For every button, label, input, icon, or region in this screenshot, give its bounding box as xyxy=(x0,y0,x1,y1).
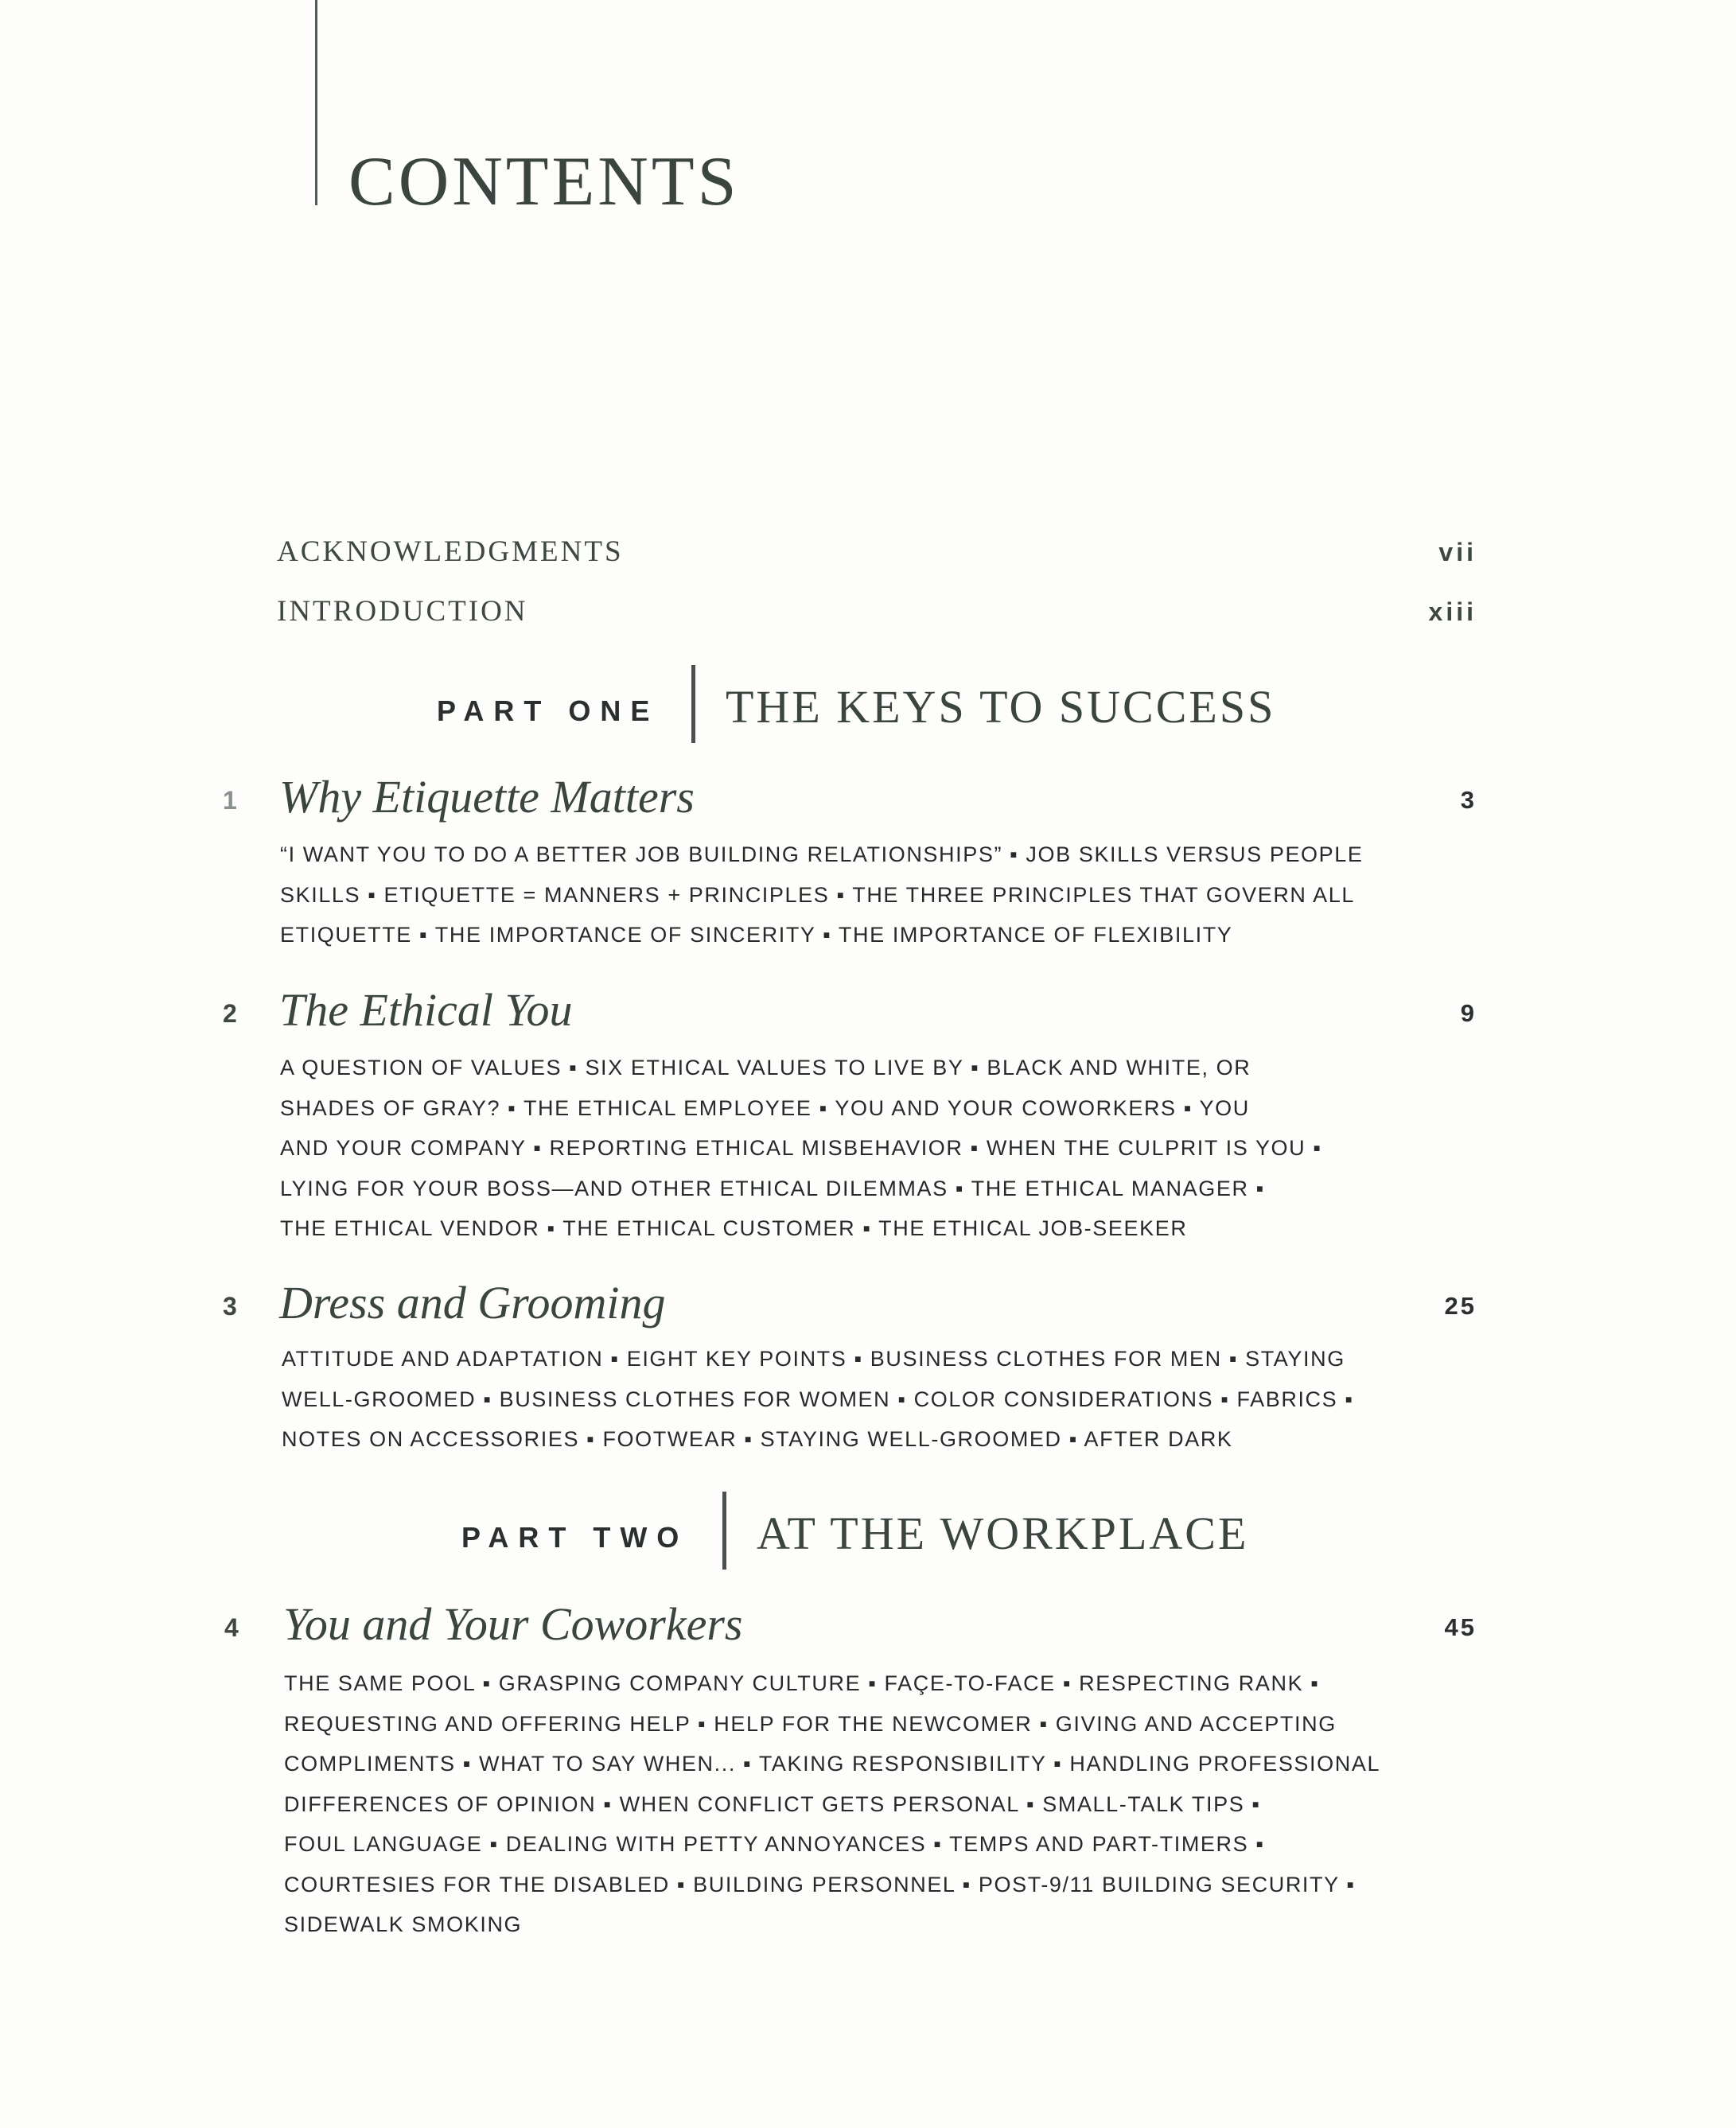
topic-line: ATTITUDE AND ADAPTATION ▪ EIGHT KEY POINTS ▪ BUSINESS CLOTHES FOR MEN ▪ STAYING xyxy=(282,1347,1345,1371)
topic-line: SKILLS ▪ ETIQUETTE = MANNERS + PRINCIPLES ▪ THE THREE PRINCIPLES THAT GOVERN ALL xyxy=(280,882,1355,907)
chapter-number: 3 xyxy=(223,1292,237,1321)
topic-line: FOUL LANGUAGE ▪ DEALING WITH PETTY ANNOYANCES ▪ TEMPS AND PART-TIMERS ▪ xyxy=(284,1832,1265,1856)
topic-line: WELL-GROOMED ▪ BUSINESS CLOTHES FOR WOMEN ▪ COLOR CONSIDERATIONS ▪ FABRICS ▪ xyxy=(282,1387,1354,1411)
topic-line: THE ETHICAL VENDOR ▪ THE ETHICAL CUSTOMER ▪ THE ETHICAL JOB-SEEKER xyxy=(280,1216,1188,1240)
topic-line: REQUESTING AND OFFERING HELP ▪ HELP FOR THE NEWCOMER ▪ GIVING AND ACCEPTING xyxy=(284,1711,1337,1736)
chapter-topics xyxy=(280,1048,1322,1249)
topic-line: AND YOUR COMPANY ▪ REPORTING ETHICAL MISBEHAVIOR ▪ WHEN THE CULPRIT IS YOU ▪ xyxy=(280,1136,1322,1160)
chapter-page: 25 xyxy=(1444,1292,1477,1320)
chapter-number: 4 xyxy=(224,1613,239,1642)
chapter-topics xyxy=(280,834,1364,955)
topic-line: SHADES OF GRAY? ▪ THE ETHICAL EMPLOYEE ▪ YOU AND YOUR COWORKERS ▪ YOU xyxy=(280,1095,1250,1120)
chapter-page: 45 xyxy=(1444,1613,1477,1641)
topic-line: COMPLIMENTS ▪ WHAT TO SAY WHEN... ▪ TAKING RESPONSIBILITY ▪ HANDLING PROFESSIONAL xyxy=(284,1752,1381,1776)
part-two-title: AT THE WORKPLACE xyxy=(757,1507,1249,1559)
chapter-title: Dress and Grooming xyxy=(279,1277,666,1329)
topic-line: SIDEWALK SMOKING xyxy=(284,1912,523,1936)
toc-page-introduction: xiii xyxy=(1428,597,1477,626)
part-divider xyxy=(691,665,695,743)
part-one-label: PART ONE xyxy=(437,694,660,727)
topic-line: NOTES ON ACCESSORIES ▪ FOOTWEAR ▪ STAYING WELL-GROOMED ▪ AFTER DARK xyxy=(282,1427,1233,1451)
topic-line: A QUESTION OF VALUES ▪ SIX ETHICAL VALUES TO LIVE BY ▪ BLACK AND WHITE, OR xyxy=(280,1056,1251,1080)
topic-line: COURTESIES FOR THE DISABLED ▪ BUILDING PERSONNEL ▪ POST-9/11 BUILDING SECURITY ▪ xyxy=(284,1872,1356,1897)
page-title: CONTENTS xyxy=(348,143,740,220)
chapter-title: The Ethical You xyxy=(279,984,573,1036)
toc-entry-introduction: INTRODUCTION xyxy=(277,595,528,628)
chapter-number: 2 xyxy=(223,999,237,1028)
toc-page-acknowledgments: vii xyxy=(1438,538,1477,566)
topic-line: DIFFERENCES OF OPINION ▪ WHEN CONFLICT GETS PERSONAL ▪ SMALL-TALK TIPS ▪ xyxy=(284,1791,1261,1816)
topic-line: THE SAME POOL ▪ GRASPING COMPANY CULTURE ▪ FAÇE-TO-FACE ▪ RESPECTING RANK ▪ xyxy=(284,1671,1320,1695)
chapter-title: You and Your Coworkers xyxy=(283,1598,743,1650)
topic-line: ETIQUETTE ▪ THE IMPORTANCE OF SINCERITY ▪ THE IMPORTANCE OF FLEXIBILITY xyxy=(280,923,1233,947)
chapter-topics xyxy=(284,1663,1380,1945)
chapter-topics xyxy=(282,1339,1354,1460)
part-divider xyxy=(722,1492,726,1570)
chapter-title: Why Etiquette Matters xyxy=(279,771,695,823)
topic-line: “I WANT YOU TO DO A BETTER JOB BUILDING RELATIONSHIPS” ▪ JOB SKILLS VERSUS PEOPLE xyxy=(280,842,1364,866)
part-two-label: PART TWO xyxy=(461,1521,689,1554)
decorative-rule xyxy=(315,0,317,205)
part-one-title: THE KEYS TO SUCCESS xyxy=(726,681,1276,733)
chapter-page: 3 xyxy=(1460,786,1477,814)
chapter-page: 9 xyxy=(1460,999,1477,1027)
chapter-number: 1 xyxy=(223,786,237,815)
toc-entry-acknowledgments: ACKNOWLEDGMENTS xyxy=(277,535,624,568)
topic-line: LYING FOR YOUR BOSS—AND OTHER ETHICAL DILEMMAS ▪ THE ETHICAL MANAGER ▪ xyxy=(280,1176,1265,1200)
